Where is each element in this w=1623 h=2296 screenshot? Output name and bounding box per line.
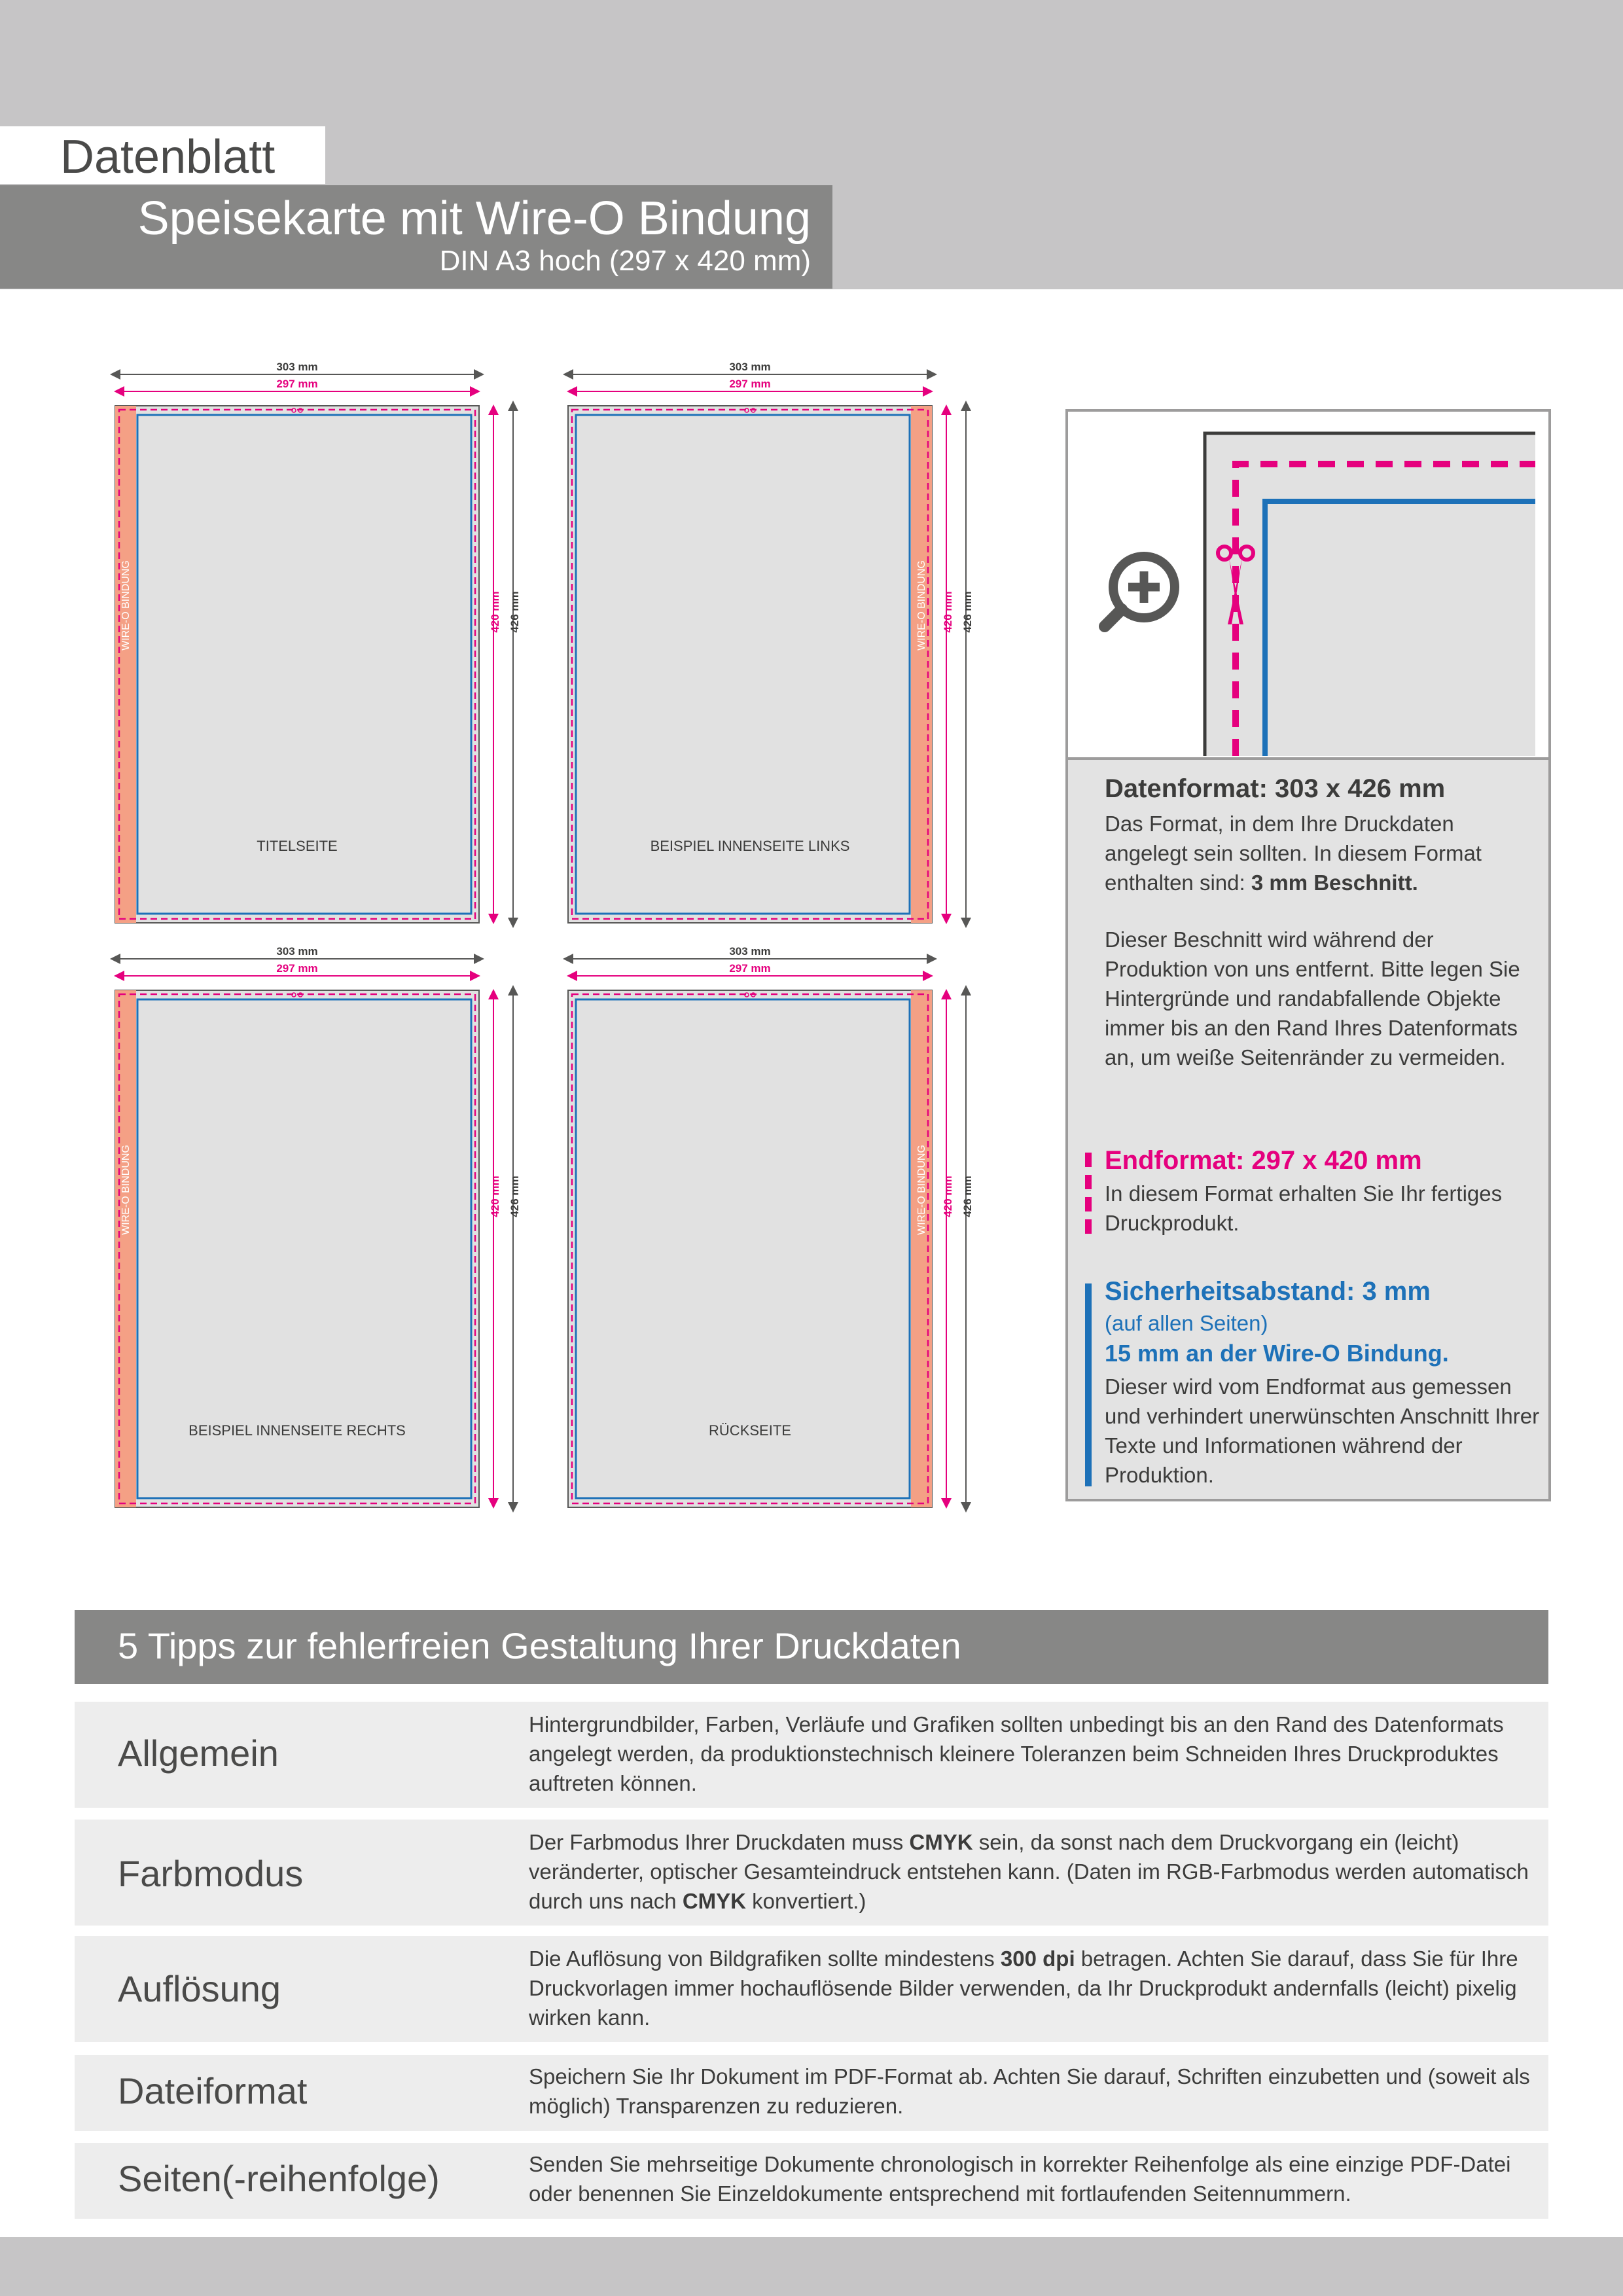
tips-header: [75, 1610, 1548, 1684]
width-total-label: 303 mm: [729, 945, 771, 958]
safe-subtitle: (auf allen Seiten): [1105, 1311, 1268, 1335]
datenformat-desc: Das Format, in dem Ihre Druckdaten angelegt sein sollten. In diesem Format enthalten sind: 3 mm Beschnitt.: [1105, 812, 1482, 895]
tip-text: Hintergrundbilder, Farben, Verläufe und Grafiken sollten unbedingt bis an den Rand des Datenformats angelegt werden, da produktionstechnisch kleinere Toleranzen beim Schneiden Ihres Druckproduktes auftreten können.: [529, 1712, 1504, 1795]
tip-label: Allgemein: [118, 1732, 279, 1774]
height-total-label: 426 mm: [961, 1175, 974, 1217]
page-diagram: [568, 945, 974, 1507]
width-final-label: 297 mm: [276, 962, 318, 975]
width-final-label: 297 mm: [729, 378, 771, 390]
tip-text: Senden Sie mehrseitige Dokumente chronologisch in korrekter Reihenfolge als eine einzige PDF-Datei oder benennen Sie Einzeldokumente entsprechend mit fortlaufenden Seitennummern.: [529, 2152, 1511, 2206]
tip-text: Der Farbmodus Ihrer Druckdaten muss CMYK sein, da sonst nach dem Druckvorgang ein (leicht) veränderter, optischer Gesamteindruck entstehen kann. (Daten im RGB-Farbmodus werden automatisch durch uns nach CMYK konvertiert.): [529, 1830, 1529, 1913]
safe-binding-note: 15 mm an der Wire-O Bindung.: [1105, 1340, 1449, 1367]
safe-desc: Dieser wird vom Endformat aus gemessen und verhindert unerwünschten Anschnitt Ihrer Texte und Informationen während der Produktion.: [1105, 1374, 1540, 1487]
datenformat-note: Dieser Beschnitt wird während der Produktion von uns entfernt. Bitte legen Sie Hintergründe und randabfallende Objekte immer bis an den Rand Ihres Datenformats an, um weiße Seitenränder zu vermeiden.: [1105, 927, 1520, 1069]
width-final-label: 297 mm: [276, 378, 318, 390]
tip-row-seiten: [75, 2143, 1548, 2219]
tip-row-farbmodus: [75, 1820, 1548, 1926]
safe-title: Sicherheitsabstand: 3 mm: [1105, 1277, 1431, 1306]
binding-label: WIRE-O BINDUNG: [120, 560, 132, 651]
info-text: [1068, 760, 1548, 1499]
datasheet-label-text: Datenblatt: [60, 131, 276, 183]
datenformat-title: Datenformat: 303 x 426 mm: [1105, 774, 1446, 803]
height-final-label: 420 mm: [489, 1175, 501, 1217]
page-label: RÜCKSEITE: [709, 1422, 791, 1439]
width-total-label: 303 mm: [276, 361, 318, 373]
width-final-label: 297 mm: [729, 962, 771, 975]
tip-label: Dateiformat: [118, 2070, 308, 2111]
tip-label: Farbmodus: [118, 1853, 304, 1894]
height-total-label: 426 mm: [508, 1175, 521, 1217]
tip-row-aufloesung: [75, 1936, 1548, 2042]
height-total-label: 426 mm: [508, 591, 521, 633]
height-final-label: 420 mm: [489, 591, 501, 633]
binding-label: WIRE-O BINDUNG: [120, 1145, 132, 1235]
page-diagram: [568, 361, 974, 923]
tip-row-allgemein: [75, 1702, 1548, 1808]
tips-title: 5 Tipps zur fehlerfreien Gestaltung Ihrer Druckdaten: [118, 1625, 961, 1666]
zoom-detail: [1068, 412, 1548, 760]
product-subtitle: DIN A3 hoch (297 x 420 mm): [439, 245, 811, 277]
tip-row-dateiformat: [75, 2055, 1548, 2131]
title-block: [0, 185, 832, 289]
endformat-marker: [1085, 1153, 1092, 1236]
tip-label: Seiten(-reihenfolge): [118, 2158, 440, 2199]
info-box: [1065, 409, 1551, 1501]
product-title: Speisekarte mit Wire-O Bindung: [137, 192, 811, 245]
height-final-label: 420 mm: [942, 591, 954, 633]
binding-label: WIRE-O BINDUNG: [916, 1145, 927, 1235]
height-final-label: 420 mm: [942, 1175, 954, 1217]
safe-marker: [1085, 1283, 1092, 1486]
width-total-label: 303 mm: [729, 361, 771, 373]
binding-label: WIRE-O BINDUNG: [916, 560, 927, 651]
page-label: TITELSEITE: [257, 838, 338, 854]
footer-band: [0, 2237, 1623, 2296]
page-label: BEISPIEL INNENSEITE LINKS: [650, 838, 850, 854]
page-label: BEISPIEL INNENSEITE RECHTS: [188, 1422, 406, 1439]
page-diagram: [115, 361, 521, 923]
tip-text: Die Auflösung von Bildgrafiken sollte mindestens 300 dpi betragen. Achten Sie darauf, dass Sie für Ihre Druckvorlagen immer hochauflösende Bilder verwenden, da Ihr Druckprodukt andernfalls (leicht) pixelig wirken kann.: [529, 1946, 1518, 2030]
page-diagrams: [98, 353, 988, 1518]
tip-text: Speichern Sie Ihr Dokument im PDF-Format ab. Achten Sie darauf, Schriften einzubetten und (soweit als möglich) Transparenzen zu reduzieren.: [529, 2064, 1530, 2118]
datasheet-label: [0, 126, 325, 184]
zoom-icon: [1105, 556, 1175, 626]
tip-label: Auflösung: [118, 1968, 281, 2009]
page-diagram: [115, 945, 521, 1507]
width-total-label: 303 mm: [276, 945, 318, 958]
endformat-title: Endformat: 297 x 420 mm: [1105, 1146, 1422, 1175]
endformat-desc: In diesem Format erhalten Sie Ihr fertiges Druckprodukt.: [1105, 1181, 1503, 1235]
height-total-label: 426 mm: [961, 591, 974, 633]
